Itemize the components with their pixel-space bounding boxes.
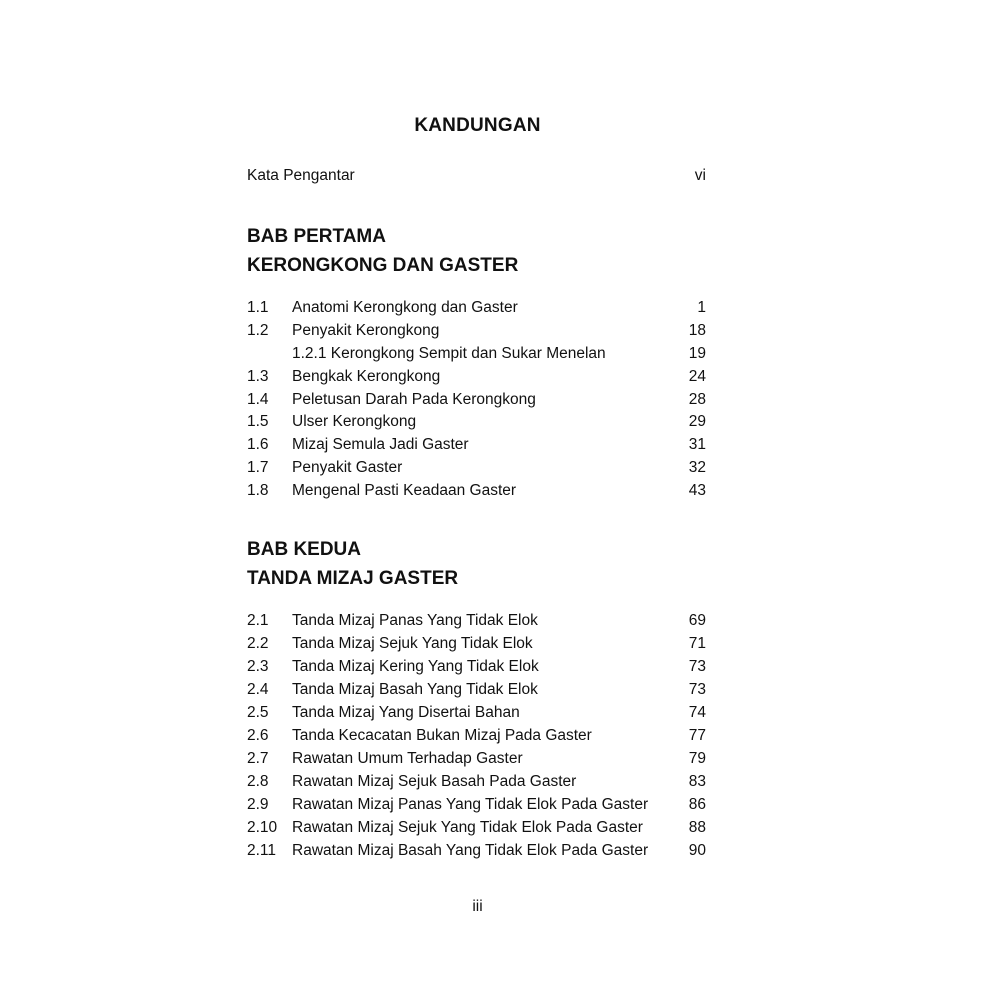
- toc-entry-label: Penyakit Kerongkong: [292, 322, 440, 339]
- toc-entry: [247, 411, 706, 433]
- toc-entry: [247, 457, 706, 479]
- toc-entry: [247, 656, 706, 678]
- toc-entry-label: Peletusan Darah Pada Kerongkong: [292, 391, 536, 408]
- toc-entry-page: 28: [688, 391, 706, 408]
- toc-entry-page: 90: [688, 842, 706, 859]
- toc-entry-number: 2.9: [247, 796, 269, 813]
- toc-entry: [247, 320, 706, 342]
- toc-entry-number: 1.2: [247, 322, 269, 339]
- toc-sub-entry: [247, 343, 706, 365]
- toc-entry-number: 1.8: [247, 482, 269, 499]
- toc-entry: [247, 794, 706, 816]
- toc-entry-number: 2.7: [247, 750, 269, 767]
- toc-entry-label: Ulser Kerongkong: [292, 413, 417, 430]
- toc-entry-label: Rawatan Mizaj Panas Yang Tidak Elok Pada Gaster: [292, 796, 649, 813]
- toc-entry: [247, 297, 706, 319]
- toc-entry: [247, 748, 706, 770]
- toc-entry: [247, 366, 706, 388]
- toc-entry-number: 1.7: [247, 459, 269, 476]
- toc-entry-label: Tanda Mizaj Sejuk Yang Tidak Elok: [292, 635, 533, 652]
- toc-entry-page: 77: [688, 727, 706, 744]
- toc-entry: [247, 725, 706, 747]
- toc-entry-number: 2.11: [247, 842, 277, 859]
- toc-entry-page: 71: [688, 635, 706, 652]
- toc-entry-number: 2.6: [247, 727, 269, 744]
- toc-entry-label: Kata Pengantar: [247, 167, 355, 184]
- toc-entry-number: 2.5: [247, 704, 269, 721]
- toc-entry-label: Tanda Mizaj Panas Yang Tidak Elok: [292, 612, 538, 629]
- toc-entry-label: Mizaj Semula Jadi Gaster: [292, 436, 469, 453]
- toc-entry-label: Rawatan Mizaj Basah Yang Tidak Elok Pada Gaster: [292, 842, 649, 859]
- toc-entry-number: 2.2: [247, 635, 269, 652]
- toc-entry: [247, 610, 706, 632]
- toc-entry: [247, 817, 706, 839]
- toc-entry-page: 29: [688, 413, 706, 430]
- toc-entry-label: Mengenal Pasti Keadaan Gaster: [292, 482, 517, 499]
- toc-entry-label: Rawatan Mizaj Sejuk Basah Pada Gaster: [292, 773, 577, 790]
- toc-entry-page: 73: [688, 681, 706, 698]
- chapter-heading-1-line-1: BAB PERTAMA: [247, 226, 386, 247]
- toc-entry-page: 73: [688, 658, 706, 675]
- toc-entry-page: 79: [688, 750, 706, 767]
- chapter-heading-1-line-2: KERONGKONG DAN GASTER: [247, 255, 519, 276]
- toc-entry: [247, 679, 706, 701]
- toc-entry-number: 2.8: [247, 773, 269, 790]
- toc-entry: [247, 480, 706, 502]
- toc-entry: [247, 633, 706, 655]
- toc-entry-label: Tanda Mizaj Kering Yang Tidak Elok: [292, 658, 539, 675]
- toc-entry-page: 24: [688, 368, 706, 385]
- toc-entry-label: Rawatan Mizaj Sejuk Yang Tidak Elok Pada Gaster: [292, 819, 643, 836]
- toc-entry-label: Penyakit Gaster: [292, 459, 403, 476]
- toc-entry-page: 19: [688, 345, 706, 362]
- toc-entry-label: Tanda Mizaj Basah Yang Tidak Elok: [292, 681, 538, 698]
- toc-entry-label: Tanda Kecacatan Bukan Mizaj Pada Gaster: [292, 727, 592, 744]
- toc-entry-number: 1.6: [247, 436, 269, 453]
- chapter-heading-2-line-1: BAB KEDUA: [247, 539, 361, 560]
- toc-entry-number: 2.10: [247, 819, 278, 836]
- toc-entry-number: 2.4: [247, 681, 269, 698]
- toc-entry-number: 2.1: [247, 612, 269, 629]
- toc-entry-page: 18: [688, 322, 706, 339]
- toc-entry-label: 1.2.1 Kerongkong Sempit dan Sukar Menelan: [292, 345, 606, 362]
- toc-entry-page: 83: [688, 773, 706, 790]
- chapter-heading-2-line-2: TANDA MIZAJ GASTER: [247, 568, 459, 589]
- toc-entry-page: 1: [697, 299, 706, 316]
- toc-entry-preface: [247, 165, 706, 187]
- toc-entry-page: 32: [688, 459, 706, 476]
- page-title: KANDUNGAN: [414, 115, 541, 136]
- toc-entry-number: 1.4: [247, 391, 269, 408]
- toc-entry-page: 69: [688, 612, 706, 629]
- toc-entry-page: 43: [688, 482, 706, 499]
- toc-entry-page: 86: [688, 796, 706, 813]
- toc-entry-page: 74: [688, 704, 706, 721]
- toc-entry-page: 88: [688, 819, 706, 836]
- toc-entry-label: Anatomi Kerongkong dan Gaster: [292, 299, 518, 316]
- toc-entry: [247, 702, 706, 724]
- toc-entry-number: 2.3: [247, 658, 269, 675]
- toc-entry-label: Bengkak Kerongkong: [292, 368, 441, 385]
- toc-entry: [247, 840, 706, 862]
- toc-entry-number: 1.5: [247, 413, 269, 430]
- toc-entry-label: Tanda Mizaj Yang Disertai Bahan: [292, 704, 520, 721]
- toc-entry: [247, 434, 706, 456]
- page-number: iii: [472, 898, 483, 915]
- toc-entry-page: vi: [694, 167, 706, 184]
- toc-entry-number: 1.3: [247, 368, 269, 385]
- toc-entry: [247, 389, 706, 411]
- toc-entry-page: 31: [688, 436, 706, 453]
- toc-entry-label: Rawatan Umum Terhadap Gaster: [292, 750, 523, 767]
- toc-entry: [247, 771, 706, 793]
- toc-entry-number: 1.1: [247, 299, 269, 316]
